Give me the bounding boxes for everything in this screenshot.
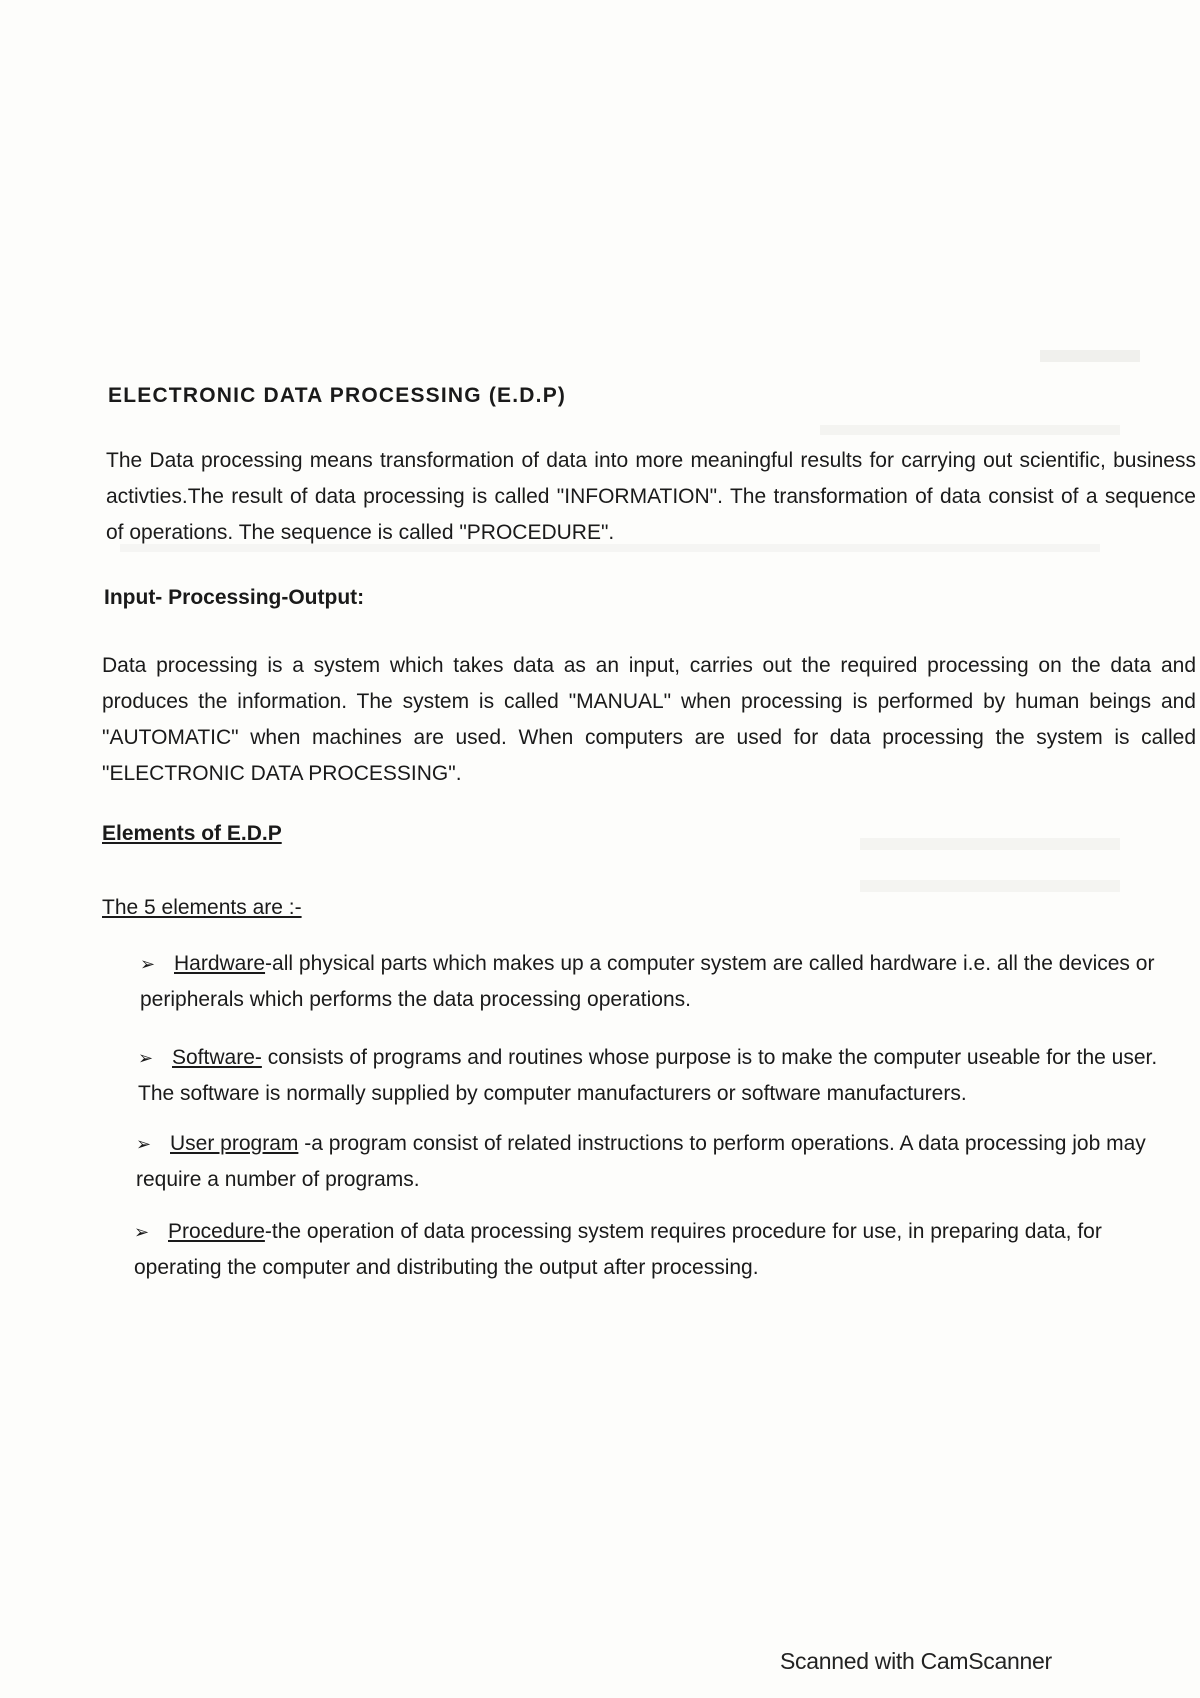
element-term: User program [170,1132,299,1155]
ipo-heading: Input- Processing-Output: [104,586,365,609]
document-title: ELECTRONIC DATA PROCESSING (E.D.P) [108,384,567,407]
bleed-through-mark [1040,350,1140,362]
list-item-procedure [134,1214,1180,1286]
list-item-software [138,1040,1182,1112]
bullet-arrow-icon: ➢ [140,954,156,974]
element-term: Hardware [174,952,266,975]
ipo-paragraph: Data processing is a system which takes data as an input, carries out the required processing on the data and produces the information. The system is called "MANUAL" when processing is performed by human beings and "AUTOMATIC" when machines are used. When computers are used for data processing the system is called "ELECTRONIC DATA PROCESSING". [102,654,1196,785]
camscanner-watermark: Scanned with CamScanner [780,1648,1052,1674]
element-text: -a program consist of related instructions to perform operations. A data processing job may require a number of programs. [136,1132,1146,1191]
bullet-arrow-icon: ➢ [136,1134,152,1154]
element-text: -the operation of data processing system requires procedure for use, in preparing data, for operating the computer and distributing the output after processing. [134,1220,1102,1279]
bleed-through-mark [860,880,1120,892]
element-term: Software- [172,1046,262,1069]
element-term: Procedure [168,1220,265,1243]
element-text: consists of programs and routines whose purpose is to make the computer useable for the user. The software is normally supplied by computer manufacturers or software manufacturers. [138,1046,1158,1105]
intro-paragraph: The Data processing means transformation of data into more meaningful results for carrying out scientific, business activties.The result of data processing is called "INFORMATION". The transformation of data consist of a sequence of operations. The sequence is called "PROCEDURE". [106,449,1196,544]
bleed-through-mark [820,425,1120,435]
bleed-through-mark [860,838,1120,850]
list-item-hardware [140,946,1180,1018]
bullet-arrow-icon: ➢ [134,1222,150,1242]
elements-heading: Elements of E.D.P [102,822,282,845]
element-text: -all physical parts which makes up a computer system are called hardware i.e. all the devices or peripherals which performs the data processing operations. [140,952,1155,1011]
list-item-user-program [136,1126,1182,1198]
elements-intro: The 5 elements are :- [102,896,302,919]
bullet-arrow-icon: ➢ [138,1048,154,1068]
